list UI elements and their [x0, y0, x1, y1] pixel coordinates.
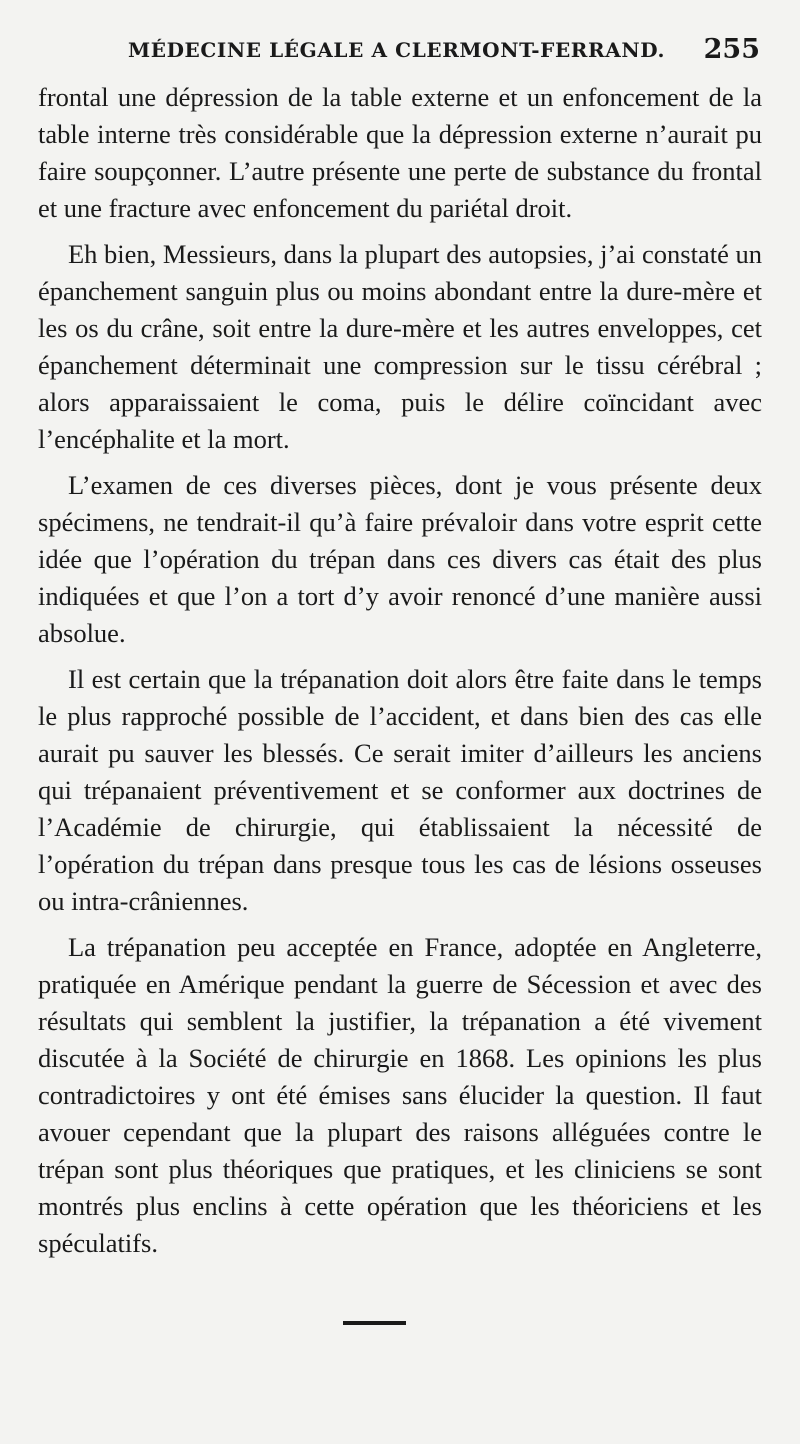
paragraph: L’examen de ces diverses pièces, dont je vous présente deux spécimens, ne tendrait-il qu’à faire prévaloir dans votre esprit cette idée que l’opération du trépan dans ces divers cas était des plus indiquées et que l’on a tort d’y avoir renoncé d’une manière aussi absolue. [38, 470, 762, 648]
section-divider-rule [343, 1321, 406, 1325]
running-head: MÉDECINE LÉGALE A CLERMONT-FERRAND. [128, 38, 666, 62]
paragraph-continuation: frontal une dépression de la table externe et un enfoncement de la table interne très considérable que la dépression externe n’aurait pu faire soupçonner. L’autre présente une perte de substance du frontal et une fracture avec enfoncement du pariétal droit. [38, 82, 762, 223]
paragraph: La trépanation peu acceptée en France, adoptée en Angleterre, pratiquée en Amérique pendant la guerre de Sécession et avec des résultats qui semblent la justifier, la trépanation a été vivement discutée à la Société de chirurgie en 1868. Les opinions les plus contradictoires y ont été émises sans élucider la question. Il faut avouer cependant que la plupart des raisons alléguées contre le trépan sont plus théoriques que pratiques, et les cliniciens se sont montrés plus enclins à cette opération que les théoriciens et les spéculatifs. [38, 932, 762, 1258]
paragraph: Il est certain que la trépanation doit alors être faite dans le temps le plus rapproché possible de l’accident, et dans bien des cas elle aurait pu sauver les blessés. Ce serait imiter d’ailleurs les anciens qui trépanaient préventivement et se conformer aux doctrines de l’Académie de chirurgie, qui établissaient la nécessité de l’opération du trépan dans presque tous les cas de lésions osseuses ou intra-crâniennes. [38, 664, 762, 916]
page-number: 255 [703, 34, 760, 65]
paragraph: Eh bien, Messieurs, dans la plupart des autopsies, j’ai constaté un épanchement sanguin plus ou moins abondant entre la dure-mère et les os du crâne, soit entre la dure-mère et les autres enveloppes, cet épanchement déterminait une compression sur le tissu cérébral ; alors apparaissaient le coma, puis le délire coïncidant avec l’encéphalite et la mort. [38, 239, 762, 454]
body-text [38, 79, 762, 1262]
page-header [40, 36, 760, 76]
